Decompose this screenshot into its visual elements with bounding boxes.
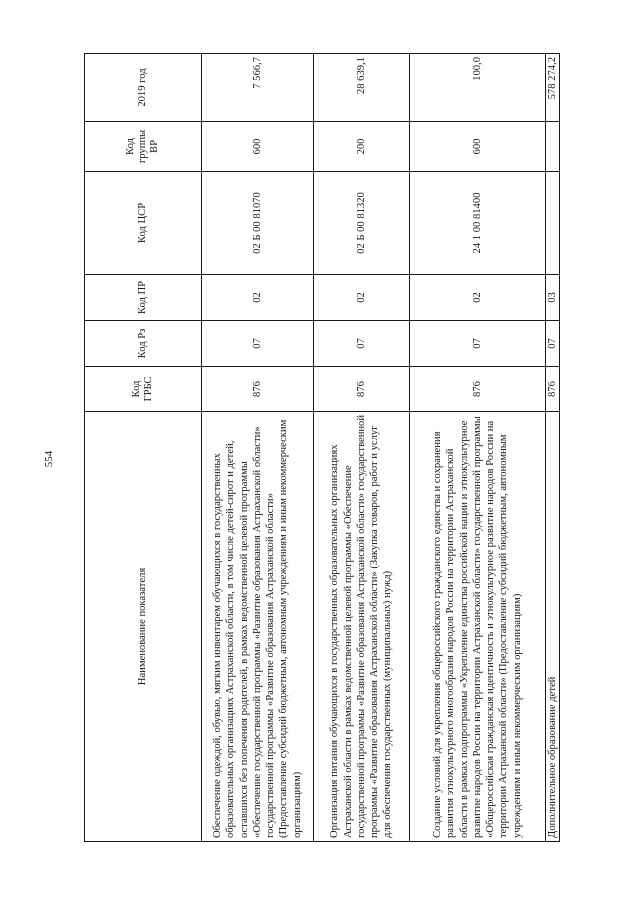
cell-vr: 200	[314, 122, 410, 172]
header-name: Наименование показателя	[85, 412, 202, 842]
header-rz: Код Рз	[85, 321, 202, 367]
header-pr: Код ПР	[85, 275, 202, 321]
cell-grbs: 876	[202, 367, 314, 412]
cell-year: 100,0	[410, 54, 546, 122]
cell-grbs: 876	[546, 367, 560, 412]
table-header-row	[85, 54, 202, 842]
cell-rz: 07	[202, 321, 314, 367]
cell-grbs: 876	[410, 367, 546, 412]
table-row	[314, 54, 410, 842]
cell-vr	[546, 122, 560, 172]
cell-pr: 03	[546, 275, 560, 321]
cell-pr: 02	[202, 275, 314, 321]
cell-year: 578 274,2	[546, 54, 560, 122]
cell-rz: 07	[410, 321, 546, 367]
header-grbs: Код ГРБС	[85, 367, 202, 412]
cell-csr	[546, 172, 560, 275]
header-vr: Код группы ВР	[85, 122, 202, 172]
header-csr: Код ЦСР	[85, 172, 202, 275]
cell-pr: 02	[410, 275, 546, 321]
budget-table	[84, 53, 560, 842]
cell-grbs: 876	[314, 367, 410, 412]
cell-pr: 02	[314, 275, 410, 321]
cell-rz: 07	[546, 321, 560, 367]
cell-name: Дополнительное образование детей	[546, 412, 560, 842]
cell-csr: 24 1 00 81400	[410, 172, 546, 275]
cell-name: Создание условий для укрепления общероссийского гражданского единства и сохранения развития этнокультурного многообразия народов России на территории Астраханской области в рамках подпрограммы «Укрепление единства российской нации и этнокультурное развитие народов России на территории Астраханской области» государственной программы «Общероссийская гражданская идентичность и этнокультурное развитие народов России на территории Астраханской области» (Предоставление субсидий бюджетным, автономным учреждениям и иным некоммерческим организациям)	[410, 412, 546, 842]
cell-year: 7 566,7	[202, 54, 314, 122]
cell-year: 28 639,1	[314, 54, 410, 122]
cell-csr: 02 Б 00 81070	[202, 172, 314, 275]
cell-vr: 600	[410, 122, 546, 172]
table-row	[202, 54, 314, 842]
table-row	[410, 54, 546, 842]
page-number: 554	[43, 450, 55, 468]
cell-vr: 600	[202, 122, 314, 172]
cell-rz: 07	[314, 321, 410, 367]
rotated-table-sheet	[84, 54, 559, 842]
cell-csr: 02 Б 00 81320	[314, 172, 410, 275]
table-row	[546, 54, 560, 842]
cell-name: Обеспечение одеждой, обувью, мягким инвентарем обучающихся в государственных образовательных организациях Астраханской области, в том числе детей-сирот и детей, оставшихся без попечения родителей, в рамках ведомственной целевой программы «Обеспечение государственной программы «Развитие образования Астраханской области» государственной программы «Развитие образования Астраханской области» (Предоставление субсидий бюджетным, автономным учреждениям и иным некоммерческим организациям)	[202, 412, 314, 842]
header-year: 2019 год	[85, 54, 202, 122]
cell-name: Организация питания обучающихся в государственных образовательных организациях Астраханской области в рамках ведомственной целевой программы «Обеспечение государственной программы «Развитие образования Астраханской области» государственной программы «Развитие образования Астраханской области» (Закупка товаров, работ и услуг для обеспечения государственных (муниципальных) нужд)	[314, 412, 410, 842]
